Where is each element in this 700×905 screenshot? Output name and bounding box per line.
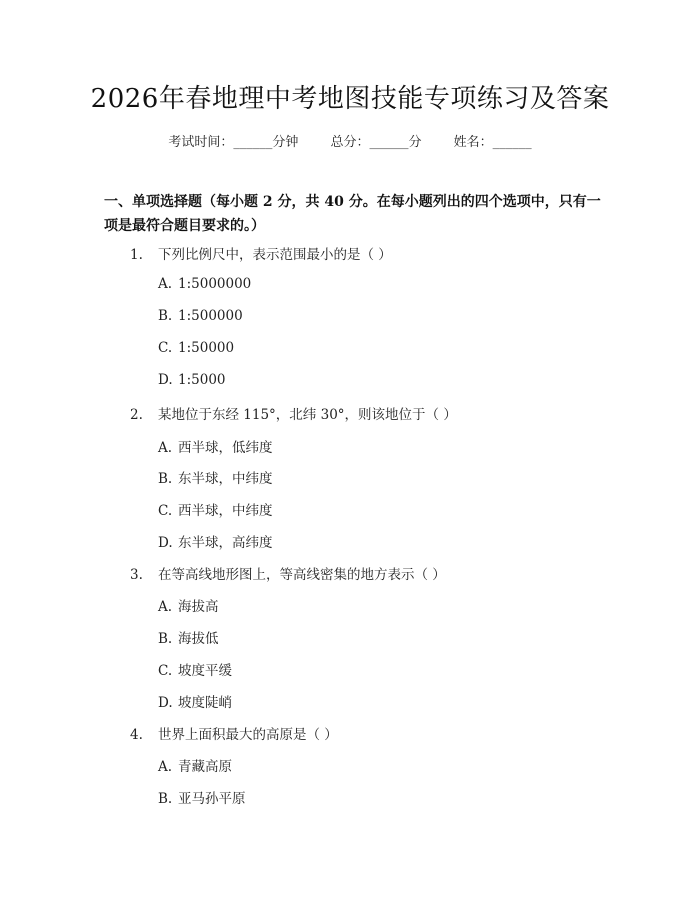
option-2a bbox=[158, 436, 273, 456]
option-text: 西半球，中纬度 bbox=[178, 503, 273, 519]
option-letter: C. bbox=[158, 663, 173, 679]
option-letter: B. bbox=[158, 471, 173, 487]
option-letter: B. bbox=[158, 308, 173, 324]
option-letter: C. bbox=[158, 503, 173, 519]
option-letter: A. bbox=[158, 440, 173, 456]
option-letter: A. bbox=[158, 276, 173, 292]
option-text: 1:500000 bbox=[178, 308, 243, 324]
option-1c bbox=[158, 340, 234, 356]
option-text: 1:5000 bbox=[178, 372, 226, 388]
option-letter: C. bbox=[158, 340, 173, 356]
option-text: 亚马孙平原 bbox=[178, 791, 246, 807]
option-text: 海拔高 bbox=[178, 599, 219, 615]
option-1a bbox=[158, 276, 251, 292]
question-text: 世界上面积最大的高原是（ ） bbox=[158, 727, 338, 743]
question-3 bbox=[130, 563, 446, 583]
option-1b bbox=[158, 308, 243, 324]
option-text: 青藏高原 bbox=[178, 759, 232, 775]
exam-meta bbox=[0, 131, 700, 150]
exam-time-field: 考试时间：______分钟 bbox=[168, 135, 299, 150]
question-4 bbox=[130, 723, 338, 743]
question-text: 在等高线地形图上，等高线密集的地方表示（ ） bbox=[158, 567, 446, 583]
page-title: 2026年春地理中考地图技能专项练习及答案 bbox=[90, 84, 610, 114]
option-3b bbox=[158, 627, 219, 647]
section-heading: 一、单项选择题（每小题 2 分，共 40 分。在每小题列出的四个选项中，只有一项是最符合题目要求的。） bbox=[104, 194, 601, 234]
option-letter: A. bbox=[158, 759, 173, 775]
question-number: 3. bbox=[130, 567, 143, 583]
option-3c bbox=[158, 659, 232, 679]
option-text: 坡度平缓 bbox=[178, 663, 232, 679]
option-text: 坡度陡峭 bbox=[178, 695, 232, 711]
total-score-field: 总分：______分 bbox=[330, 135, 422, 150]
option-letter: D. bbox=[158, 535, 173, 551]
question-text: 下列比例尺中，表示范围最小的是（ ） bbox=[158, 247, 392, 263]
option-4a bbox=[158, 755, 232, 775]
option-text: 1:5000000 bbox=[178, 276, 252, 292]
option-letter: B. bbox=[158, 791, 173, 807]
option-letter: D. bbox=[158, 372, 173, 388]
option-2b bbox=[158, 467, 273, 487]
question-number: 4. bbox=[130, 727, 143, 743]
question-number: 2. bbox=[130, 407, 143, 423]
option-4b bbox=[158, 787, 246, 807]
option-text: 东半球，中纬度 bbox=[178, 471, 273, 487]
option-2c bbox=[158, 499, 273, 519]
option-3d bbox=[158, 691, 232, 711]
question-text: 某地位于东经 115°，北纬 30°，则该地位于（ ） bbox=[158, 407, 457, 423]
option-text: 东半球，高纬度 bbox=[178, 535, 273, 551]
option-text: 海拔低 bbox=[178, 631, 219, 647]
option-letter: B. bbox=[158, 631, 173, 647]
question-number: 1. bbox=[130, 247, 143, 263]
option-3a bbox=[158, 595, 219, 615]
question-1 bbox=[130, 243, 392, 263]
option-text: 西半球，低纬度 bbox=[178, 440, 273, 456]
option-1d bbox=[158, 372, 226, 388]
option-text: 1:50000 bbox=[178, 340, 235, 356]
student-name-field: 姓名：______ bbox=[453, 135, 532, 150]
option-letter: D. bbox=[158, 695, 173, 711]
option-letter: A. bbox=[158, 599, 173, 615]
option-2d bbox=[158, 531, 273, 551]
question-2 bbox=[130, 403, 457, 423]
